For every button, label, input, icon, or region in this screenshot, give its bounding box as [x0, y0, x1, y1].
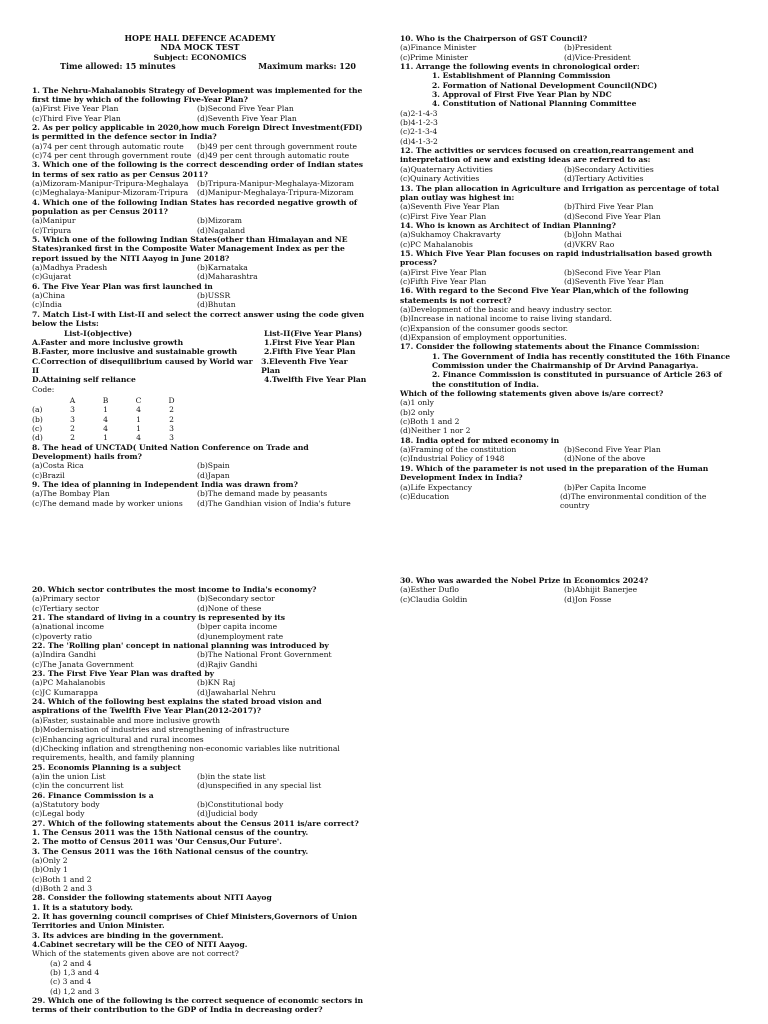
question-text: 19. Which of the parameter is not used in the preparation of the Human Development Index in India? [400, 463, 709, 483]
option-a: (a)First Five Year Plan [32, 104, 119, 114]
list-2-item: 2.Fifth Five Year Plan [264, 347, 356, 357]
event-item: 3. Approval of First Five Year Plan by NDC [432, 90, 612, 100]
option-a: (a)Primary sector [32, 594, 100, 604]
question-text: 30. Who was awarded the Nobel Prize in Economics 2024? [400, 576, 649, 585]
option-b: (b)Spain [197, 461, 230, 471]
option-c: (c)India [32, 300, 62, 310]
event-item: 1. Establishment of Planning Commission [432, 71, 611, 81]
question-text: 2. As per policy applicable in 2020,how much Foreign Direct Investment(FDI) is permitted in the defence sector in India? [32, 122, 363, 142]
code-cell: 4 [136, 433, 141, 443]
question-text: 29. Which one of the following is the correct sequence of economic sectors in terms of their contribution to the GDP of India in decreasing order? [32, 996, 364, 1015]
question-text: 22. The 'Rolling plan' concept in national planning was introduced by [32, 641, 329, 651]
option-b: (b)Mizoram [197, 216, 242, 226]
option-b: (b)Secondary Activities [564, 164, 654, 174]
option-d: (d)Maharashtra [197, 272, 258, 282]
question-28 [32, 893, 368, 996]
option-b: (b)USSR [197, 291, 231, 301]
option-a: (a)Development of the basic and heavy industry sector. [400, 304, 613, 314]
option-a: (a)2-1-4-3 [400, 108, 438, 118]
option-c: (c)Both 1 and 2 [32, 874, 92, 884]
event-item: 4. Constitution of National Planning Committee [432, 99, 637, 109]
event-item: 2. Formation of National Development Council(NDC) [432, 80, 658, 90]
max-marks: Maximum marks: 120 [258, 61, 356, 72]
option-a: (a)Quaternary Activities [400, 164, 493, 174]
question-text: 12. The activities or services focused on creation,rearrangement and interpretation of new and existing ideas are referred to as: [400, 146, 694, 165]
option-b: (b)per capita income [197, 622, 278, 632]
code-label: Code: [32, 384, 55, 394]
option-d: (d)None of these [197, 603, 262, 613]
option-b: (b)Second Five Year Plan [564, 267, 661, 277]
option-b: (b)49 per cent through government route [197, 141, 357, 151]
code-cell: 2 [70, 433, 75, 443]
question-23 [32, 669, 368, 697]
question-1 [32, 86, 368, 123]
question-16 [400, 286, 734, 342]
option-d: (d)Checking inflation and strengthening non-economic variables like nutritional requirements, health, and family planning [32, 743, 340, 763]
option-c: (c)Legal body [32, 809, 85, 819]
list-2-heading: List-II(Five Year Plans) [264, 328, 363, 338]
code-option: (b) [32, 414, 43, 424]
option-d: (d)Judicial body [197, 809, 258, 819]
option-a: (a)1 only [400, 398, 434, 408]
question-text: 9. The idea of planning in Independent India was drawn from? [32, 480, 298, 489]
option-c: (c)Tertiary sector [32, 603, 100, 613]
question-text: 15. Which Five Year Plan focuses on rapid industrialisation based growth process? [400, 248, 713, 268]
code-cell: 1 [103, 405, 108, 415]
question-text: 20. Which sector contributes the most income to India's economy? [32, 585, 317, 594]
statement-2: 2. The motto of Census 2011 was 'Our Census,Our Future'. [32, 837, 282, 847]
list-1-item: B.Faster, more inclusive and sustainable growth [32, 347, 238, 357]
question-text: 25. Economis Planning is a subject [32, 762, 181, 772]
code-col-head: C [135, 395, 142, 405]
question-6 [32, 282, 368, 310]
question-24 [32, 697, 368, 762]
page-column-4 [400, 576, 734, 604]
question-4 [32, 198, 368, 235]
option-a: (a)The Bombay Plan [32, 489, 110, 499]
test-meta [60, 62, 356, 71]
option-d: (d)Nagaland [197, 225, 246, 235]
question-text: 27. Which of the following statements about the Census 2011 is/are correct? [32, 818, 359, 828]
option-d: (d)unemployment rate [197, 631, 284, 641]
option-a: (a)Seventh Five Year Plan [400, 202, 500, 212]
subject-line: Subject: ECONOMICS [153, 52, 247, 62]
statement-3: 3. Its advices are binding in the government. [32, 930, 224, 940]
code-cell: 3 [169, 423, 174, 433]
code-cell: 1 [103, 433, 108, 443]
statement-1: 1. It is a statutory body. [32, 902, 133, 912]
option-b: (b)KN Raj [197, 678, 236, 688]
question-text: 10. Who is the Chairperson of GST Council? [400, 34, 588, 43]
list-1-item: D.Attaining self reliance [32, 375, 136, 385]
option-d: (d)unspecified in any special list [197, 781, 322, 791]
option-d: (d) 1,2 and 3 [50, 986, 100, 996]
option-b: (b)Secondary sector [197, 594, 275, 604]
question-2 [32, 123, 368, 160]
statement-2: 2. It has governing council comprises of Chief Ministers,Governors of Union Territories and Union Minister. [32, 912, 358, 931]
option-a: (a)national income [32, 622, 105, 632]
option-c: (c)Expansion of the consumer goods sector. [400, 323, 569, 333]
option-d: (d)Seventh Five Year Plan [564, 276, 664, 286]
code-row [32, 433, 188, 442]
option-a: (a)in the union List [32, 771, 106, 781]
option-c: (c)Quinary Activities [400, 174, 480, 184]
option-b: (b)Third Five Year Plan [564, 202, 654, 212]
code-cell: 3 [70, 414, 75, 424]
option-c: (c)Claudia Goldin [400, 594, 468, 604]
list-1-item: A.Faster and more inclusive growth [32, 337, 184, 347]
option-a: (a)Life Expectancy [400, 482, 473, 492]
list-1-item: C.Correction of disequilibrium caused by World war II [32, 356, 253, 375]
option-b: (b)President [564, 43, 612, 53]
question-5 [32, 235, 368, 282]
option-a: (a)Costa Rica [32, 461, 84, 471]
option-c: (c)2-1-3-4 [400, 127, 438, 137]
option-c: (c) 3 and 4 [50, 977, 92, 987]
option-c: (c)Education [400, 491, 450, 501]
option-d: (d)4-1-3-2 [400, 136, 438, 146]
list-1-heading: List-I(objective) [64, 328, 133, 338]
list-2-item: 4.Twelfth Five Year Plan [264, 375, 367, 385]
question-17 [400, 342, 734, 435]
option-c: (c)Both 1 and 2 [400, 417, 460, 427]
option-d: (d)Tertiary Activities [564, 174, 644, 184]
option-b: (b)Modernisation of industries and strengthening of infrastructure [32, 725, 290, 735]
option-a: (a)Mizoram-Manipur-Tripura-Meghalaya [32, 179, 189, 188]
option-c: (c)JC Kumarappa [32, 687, 98, 697]
question-text: 17. Consider the following statements about the Finance Commission: [400, 342, 700, 352]
question-18 [400, 436, 734, 464]
page-column-3 [32, 585, 368, 1015]
question-10 [400, 34, 734, 62]
option-c: (c)Meghalaya-Manipur-Mizoram-Tripura [32, 188, 189, 198]
question-text: 8. The head of UNCTAD( United Nation Conference on Trade and Development) hails from? [32, 442, 309, 461]
option-d: (d)Manipur-Meghalaya-Tripura-Mizoram [197, 188, 354, 198]
question-8 [32, 443, 368, 480]
option-d: (d)Jawaharlal Nehru [197, 687, 276, 697]
option-c: (c)Third Five Year Plan [32, 113, 121, 123]
question-27 [32, 819, 368, 894]
option-a: (a)74 per cent through automatic route [32, 141, 184, 151]
option-d: (d)Both 2 and 3 [32, 884, 93, 893]
question-text: 11. Arrange the following events in chronological order: [400, 62, 640, 72]
option-c: (c)Industrial Policy of 1948 [400, 454, 505, 464]
statement-2: 2. Finance Commission is constituted in pursuance of Article 263 of the constitution of India. [432, 370, 722, 389]
option-a: (a)Statutory body [32, 799, 100, 809]
time-allowed: Time allowed: 15 minutes [60, 61, 176, 72]
option-d: (d)Rajiv Gandhi [197, 659, 258, 669]
list-2-item: 3.Eleventh Five Year Plan [261, 356, 348, 375]
page-column-1 [32, 34, 368, 508]
option-d: (d)The environmental condition of the country [559, 491, 707, 511]
option-b: (b)The National Front Government [197, 650, 332, 660]
option-c: (c)Fifth Five Year Plan [400, 276, 487, 286]
statement-4: 4.Cabinet secretary will be the CEO of NITI Aayog. [32, 940, 248, 950]
option-a: (a)Sukhamoy Chakravarty [400, 230, 501, 240]
academy-title: HOPE HALL DEFENCE ACADEMY [124, 33, 276, 43]
list-2-item: 1.First Five Year Plan [264, 337, 355, 347]
code-cell: 3 [169, 433, 174, 443]
question-7 [32, 310, 368, 443]
question-12 [400, 146, 734, 183]
code-col-head: B [102, 395, 109, 405]
option-d: (d)Bhutan [197, 300, 236, 310]
option-a: (a)Faster, sustainable and more inclusive growth [32, 715, 221, 725]
question-text: 1. The Nehru-Mahalanobis Strategy of Development was implemented for the first time by which of the following Five-Year Plan? [32, 85, 363, 104]
option-b: (b)Per Capita Income [564, 482, 647, 492]
code-cell: 2 [169, 405, 174, 415]
option-d: (d)VKRV Rao [564, 239, 615, 249]
option-d: (d)None of the above [564, 454, 646, 464]
code-option: (d) [32, 433, 43, 443]
option-d: (d)Seventh Five Year Plan [197, 113, 297, 123]
option-c: (c)Brazil [32, 470, 65, 480]
code-row [32, 424, 188, 433]
option-c: (c)74 per cent through government route [32, 150, 192, 160]
code-row [32, 415, 188, 424]
question-22 [32, 641, 368, 669]
option-c: (c)in the concurrent list [32, 781, 124, 791]
question-text: 5. Which one of the following Indian States(other than Himalayan and NE States)ranked first in the Composite Water Management Index as per the report issued by the NITI Aayog in June 2018? [32, 235, 348, 263]
option-d: (d)Second Five Year Plan [564, 211, 661, 221]
test-title: NDA MOCK TEST [160, 42, 240, 53]
option-b: (b)John Mathai [564, 230, 622, 240]
option-b: (b)The demand made by peasants [197, 489, 328, 499]
question-26 [32, 791, 368, 819]
code-cell: 1 [136, 414, 141, 424]
question-text: 23. The First Five Year Plan was drafted by [32, 669, 215, 679]
option-a: (a)Indira Gandhi [32, 650, 96, 660]
question-text: 21. The standard of living in a country is represented by its [32, 613, 286, 623]
question-text: 4. Which one of the following Indian States has recorded negative growth of population as per Census 2011? [32, 197, 358, 217]
question-20 [32, 585, 368, 613]
option-d: (d)Vice-President [564, 52, 631, 62]
option-c: (c)PC Mahalanobis [400, 239, 473, 249]
option-d: (d)The Gandhian vision of India's future [197, 498, 351, 508]
code-cell: 3 [70, 405, 75, 415]
question-9 [32, 480, 368, 508]
question-text: 6. The Five Year Plan was first launched in [32, 281, 213, 291]
question-15 [400, 249, 734, 286]
question-13 [400, 184, 734, 221]
question-25 [32, 763, 368, 791]
code-cell: 4 [103, 414, 108, 424]
option-b: (b)Only 1 [32, 865, 68, 875]
question-11 [400, 62, 734, 146]
statement-3: 3. The Census 2011 was the 16th National census of the country. [32, 846, 309, 856]
code-col-head: A [69, 395, 76, 405]
code-cell: 4 [103, 423, 108, 433]
question-14 [400, 221, 734, 249]
option-c: (c)Enhancing agricultural and rural incomes [32, 734, 204, 744]
option-a: (a)PC Mahalanobis [32, 678, 106, 688]
question-text: 16. With regard to the Second Five Year Plan,which of the following statements is not correct? [400, 286, 689, 305]
code-table [32, 396, 188, 443]
option-b: (b)Second Five Year Plan [197, 104, 294, 114]
code-row [32, 405, 188, 414]
option-d: (d)Jon Fosse [564, 594, 612, 604]
question-21 [32, 613, 368, 641]
option-a: (a) 2 and 4 [50, 958, 92, 968]
option-b: (b)Tripura-Manipur-Meghalaya-Mizoram [197, 179, 354, 188]
statement-1: 1. The Census 2011 was the 15th National census of the country. [32, 827, 309, 837]
option-b: (b)Karnataka [197, 263, 248, 273]
option-b: (b) 1,3 and 4 [50, 968, 100, 978]
option-a: (a)Framing of the constitution [400, 445, 517, 455]
code-col-head: D [168, 395, 175, 405]
question-text: 13. The plan allocation in Agriculture and Irrigation as percentage of total plan outlay was highest in: [400, 183, 720, 202]
question-19 [400, 464, 734, 511]
code-option: (a) [32, 405, 43, 415]
code-cell: 2 [70, 423, 75, 433]
option-a: (a)Madhya Pradesh [32, 263, 108, 273]
option-c: (c)Tripura [32, 225, 72, 235]
option-b: (b)Increase in national income to raise living standard. [400, 314, 612, 324]
question-3 [32, 160, 368, 197]
option-a: (a)Esther Duflo [400, 585, 459, 595]
page-column-2 [400, 34, 734, 511]
option-c: (c)First Five Year Plan [400, 211, 487, 221]
question-text: 7. Match List-I with List-II and select the correct answer using the code given below the Lists: [32, 309, 365, 329]
option-d: (d)Japan [197, 470, 230, 480]
question-text: 18. India opted for mixed economy in [400, 435, 560, 445]
option-d: (d)Expansion of employment opportunities. [400, 333, 567, 342]
question-ask: Which of the following statements given above is/are correct? [400, 389, 664, 399]
option-c: (c)Gujarat [32, 272, 72, 282]
question-text: 14. Who is known as Architect of Indian Planning? [400, 220, 616, 230]
option-a: (a)First Five Year Plan [400, 267, 487, 277]
option-b: (b)Abhijit Banerjee [564, 585, 638, 595]
option-b: (b)Constitutional body [197, 799, 284, 809]
question-text: 24. Which of the following best explains the stated broad vision and aspirations of the Twelfth Five Year Plan(2012-2017)? [32, 697, 322, 716]
option-c: (c)poverty ratio [32, 631, 92, 641]
option-b: (b)in the state list [197, 771, 266, 781]
option-b: (b)2 only [400, 407, 435, 417]
option-c: (c)Prime Minister [400, 52, 469, 62]
option-a: (a)Manipur [32, 216, 76, 226]
question-text: 3. Which one of the following is the correct descending order of Indian states in terms of sex ratio as per Census 2011? [32, 160, 364, 179]
question-30 [400, 576, 734, 604]
code-cell: 1 [136, 423, 141, 433]
question-29 [32, 996, 368, 1015]
code-option: (c) [32, 423, 43, 433]
option-c: (c)The Janata Government [32, 659, 134, 669]
question-text: 28. Consider the following statements about NITI Aayog [32, 893, 272, 903]
option-c: (c)The demand made by worker unions [32, 498, 183, 508]
option-a: (a)China [32, 291, 66, 301]
option-d: (d)49 per cent through automatic route [197, 150, 350, 160]
code-cell: 2 [169, 414, 174, 424]
option-a: (a)Only 2 [32, 855, 68, 865]
option-a: (a)Finance Minister [400, 43, 477, 53]
statement-1: 1. The Government of India has recently constituted the 16th Finance Commission under the Chairmanship of Dr Arvind Panagariya. [432, 351, 731, 371]
option-b: (b)4-1-2-3 [400, 118, 438, 128]
question-ask: Which of the statements given above are not correct? [32, 949, 239, 959]
question-text: 26. Finance Commission is a [32, 790, 154, 800]
option-d: (d)Neither 1 nor 2 [400, 426, 471, 436]
code-cell: 4 [136, 405, 141, 415]
option-b: (b)Second Five Year Plan [564, 445, 661, 455]
